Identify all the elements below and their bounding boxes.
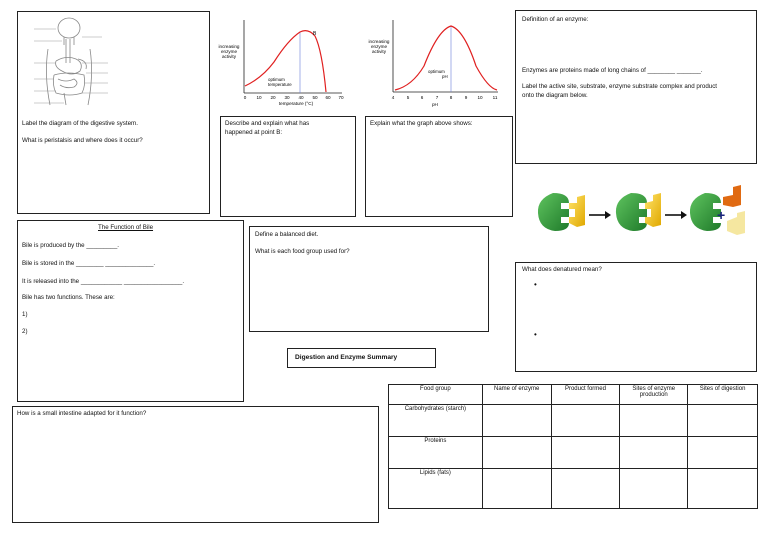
header-product-formed: Product formed (551, 385, 620, 405)
ph-optimum-1: optimum (428, 69, 445, 74)
table-cell[interactable] (482, 405, 551, 437)
bile-line: Bile has two functions. These are: (22, 294, 115, 301)
temp-tick: 40 (298, 95, 304, 100)
ph-ylabel-2: enzyme (370, 44, 388, 49)
table-cell[interactable] (620, 437, 688, 469)
ph-curve (395, 26, 497, 90)
explain-text: Explain what the graph above shows: (370, 120, 473, 127)
enzyme-shape-1 (538, 193, 569, 231)
table-cell[interactable] (551, 405, 620, 437)
product-yellow-shape (727, 211, 745, 235)
temp-ylabel-3: activity (221, 54, 237, 59)
ph-tick: 9 (464, 95, 468, 100)
table-cell[interactable] (482, 437, 551, 469)
bile-line: Bile is produced by the _________. (22, 242, 120, 249)
ph-ylabel-1: increasing (368, 39, 390, 44)
ph-tick: 8 (449, 95, 453, 100)
peristalsis-question: What is peristalsis and where does it occur? (22, 137, 143, 144)
enzyme-substrate-diagram (533, 183, 763, 241)
arrow-icon (681, 211, 687, 219)
table-cell[interactable] (688, 469, 758, 509)
ph-tick: 5 (406, 95, 410, 100)
row-proteins: Proteins (389, 437, 483, 469)
header-food-group: Food group (389, 385, 483, 405)
ph-tick: 6 (420, 95, 424, 100)
summary-title-box (287, 348, 436, 368)
describe-line-1: Describe and explain what has (225, 120, 310, 127)
temp-optimum-1: optimum (268, 77, 285, 82)
bile-line: 1) (22, 311, 28, 318)
ph-optimum-2: pH (442, 74, 448, 79)
food-group-table (388, 384, 758, 509)
digestive-system-diagram (26, 15, 146, 113)
temp-tick: 0 (243, 95, 247, 100)
ph-tick: 4 (391, 95, 395, 100)
table-cell[interactable] (620, 469, 688, 509)
enzyme-def-line2a: Label the active site, substrate, enzyme substrate complex and product (522, 83, 718, 90)
table-cell[interactable] (620, 405, 688, 437)
small-intestine-box (12, 406, 379, 523)
table-cell[interactable] (688, 405, 758, 437)
denatured-box (515, 262, 757, 372)
ph-tick: 11 (492, 95, 498, 100)
temp-tick: 60 (325, 95, 331, 100)
table-cell[interactable] (482, 469, 551, 509)
row-lipids: Lipids (fats) (389, 469, 483, 509)
point-b-label: B (313, 31, 317, 37)
ph-ylabel-3: activity (371, 49, 387, 54)
bullet: • (534, 330, 537, 339)
temp-tick: 10 (256, 95, 262, 100)
row-carbohydrates: Carbohydrates (starch) (389, 405, 483, 437)
denatured-question: What does denatured mean? (522, 266, 602, 273)
ph-graph (362, 10, 507, 110)
bile-line: Bile is stored in the ________ ______________. (22, 260, 156, 267)
bile-line: It is released into the ____________ _________________. (22, 278, 185, 285)
bile-function-box (17, 220, 244, 402)
header-enzyme-sites: Sites of enzyme production (620, 385, 688, 405)
table-cell[interactable] (551, 469, 620, 509)
temp-tick: 70 (338, 95, 344, 100)
intestine-question: How is a small intestine adapted for it function? (17, 410, 147, 417)
header-enzyme-name: Name of enzyme (482, 385, 551, 405)
summary-title: Digestion and Enzyme Summary (295, 354, 398, 361)
temp-optimum-2: temperature (268, 82, 292, 87)
enzyme-definition-box (515, 10, 757, 164)
plus-icon: + (717, 207, 726, 223)
diet-line2: What is each food group used for? (255, 248, 350, 255)
ph-tick: 10 (477, 95, 483, 100)
bullet: • (534, 280, 537, 289)
digestive-instruction: Label the diagram of the digestive system. (22, 120, 138, 127)
product-orange-shape (723, 185, 741, 207)
bile-title: The Function of Bile (98, 224, 154, 231)
complex-substrate-shape (645, 193, 661, 227)
header-digestion-sites: Sites of digestion (688, 385, 758, 405)
temperature-graph (212, 10, 352, 110)
explain-graph-box (365, 116, 513, 217)
temp-tick: 20 (270, 95, 276, 100)
arrow-icon (605, 211, 611, 219)
table-cell[interactable] (551, 437, 620, 469)
enzyme-def-line1: Enzymes are proteins made of long chains of ________ _______. (522, 67, 703, 74)
substrate-shape-1 (569, 195, 585, 227)
enzyme-shape-2 (616, 193, 647, 231)
bile-line: 2) (22, 328, 28, 335)
diet-line1: Define a balanced diet. (255, 231, 319, 238)
ph-xlabel: pH (432, 102, 438, 107)
enzyme-def-title: Definition of an enzyme: (522, 16, 589, 23)
temp-xlabel: temperature (°C) (278, 101, 314, 106)
temp-tick: 30 (284, 95, 290, 100)
ph-tick: 7 (435, 95, 439, 100)
enzyme-def-line2b: onto the diagram below. (522, 92, 588, 99)
temp-ylabel-2: enzyme (220, 49, 238, 54)
balanced-diet-box (249, 226, 489, 332)
table-cell[interactable] (688, 437, 758, 469)
digestive-system-box (17, 11, 210, 214)
temp-ylabel-1: increasing (218, 44, 240, 49)
describe-point-b-box (220, 116, 356, 217)
temp-tick: 50 (312, 95, 318, 100)
describe-line-2: happened at point B: (225, 129, 283, 136)
